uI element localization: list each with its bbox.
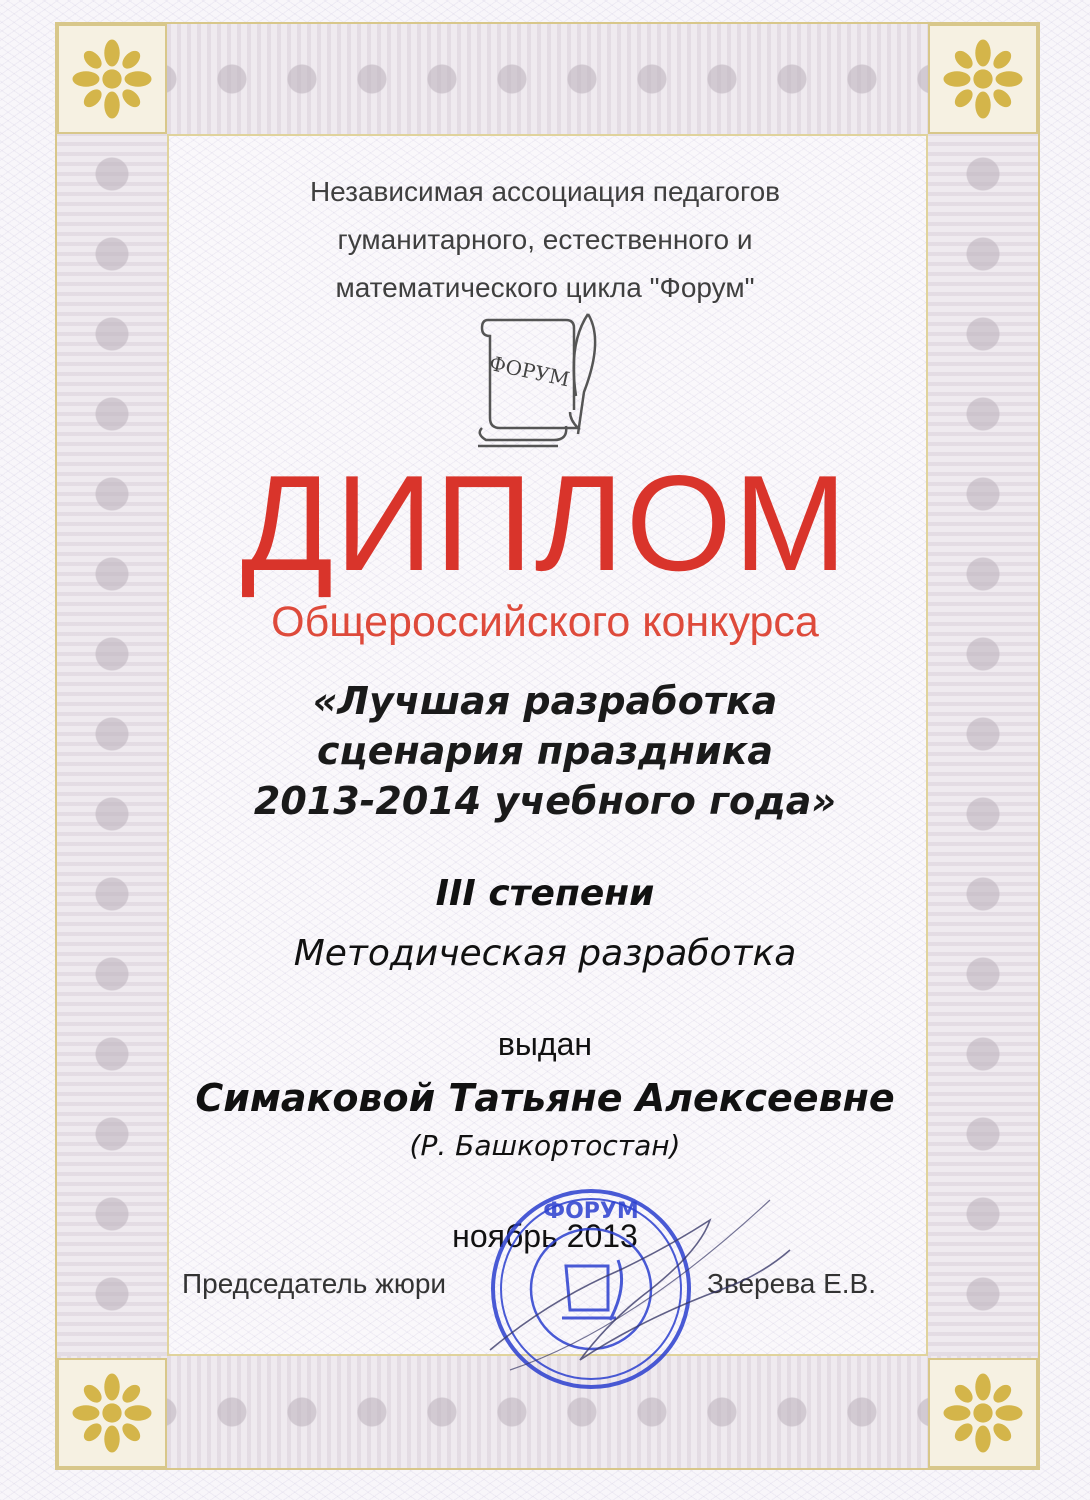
issue-date: ноябрь 2013 — [452, 1218, 638, 1254]
frame-ornament-top — [57, 24, 1038, 134]
award-category: Методическая разработка — [293, 933, 797, 974]
contest-line: сценария праздника — [317, 729, 773, 773]
emblem-text: ФОРУМ — [487, 350, 572, 392]
corner-ornament-icon — [57, 1358, 167, 1468]
jury-chair-label: Председатель жюри — [182, 1268, 447, 1299]
organization-line: математического цикла "Форум" — [335, 272, 755, 303]
organization-name — [0, 168, 1090, 312]
contest-line: «Лучшая разработка — [312, 679, 778, 723]
organization-line: гуманитарного, естественного и — [337, 224, 753, 255]
organization-line: Независимая ассоциация педагогов — [309, 176, 781, 207]
recipient-region: (Р. Башкортостан) — [409, 1129, 681, 1162]
award-degree: III степени — [435, 873, 655, 914]
contest-line: 2013-2014 учебного года» — [253, 779, 837, 823]
contest-name — [0, 676, 1090, 826]
signature-icon — [470, 1180, 810, 1380]
jury-chair-name: Зверева Е.В. — [707, 1268, 877, 1299]
page-subtitle: Общероссийского конкурса — [271, 598, 819, 646]
corner-ornament-icon — [57, 24, 167, 134]
forum-logo-icon — [458, 300, 618, 460]
corner-ornament-icon — [928, 24, 1038, 134]
recipient-name: Симаковой Татьяне Алексеевне — [195, 1076, 895, 1120]
stamp-text: ФОРУМ — [543, 1199, 639, 1224]
issued-label: выдан — [497, 1026, 593, 1062]
page-title: ДИПЛОМ — [241, 447, 849, 599]
corner-ornament-icon — [928, 1358, 1038, 1468]
